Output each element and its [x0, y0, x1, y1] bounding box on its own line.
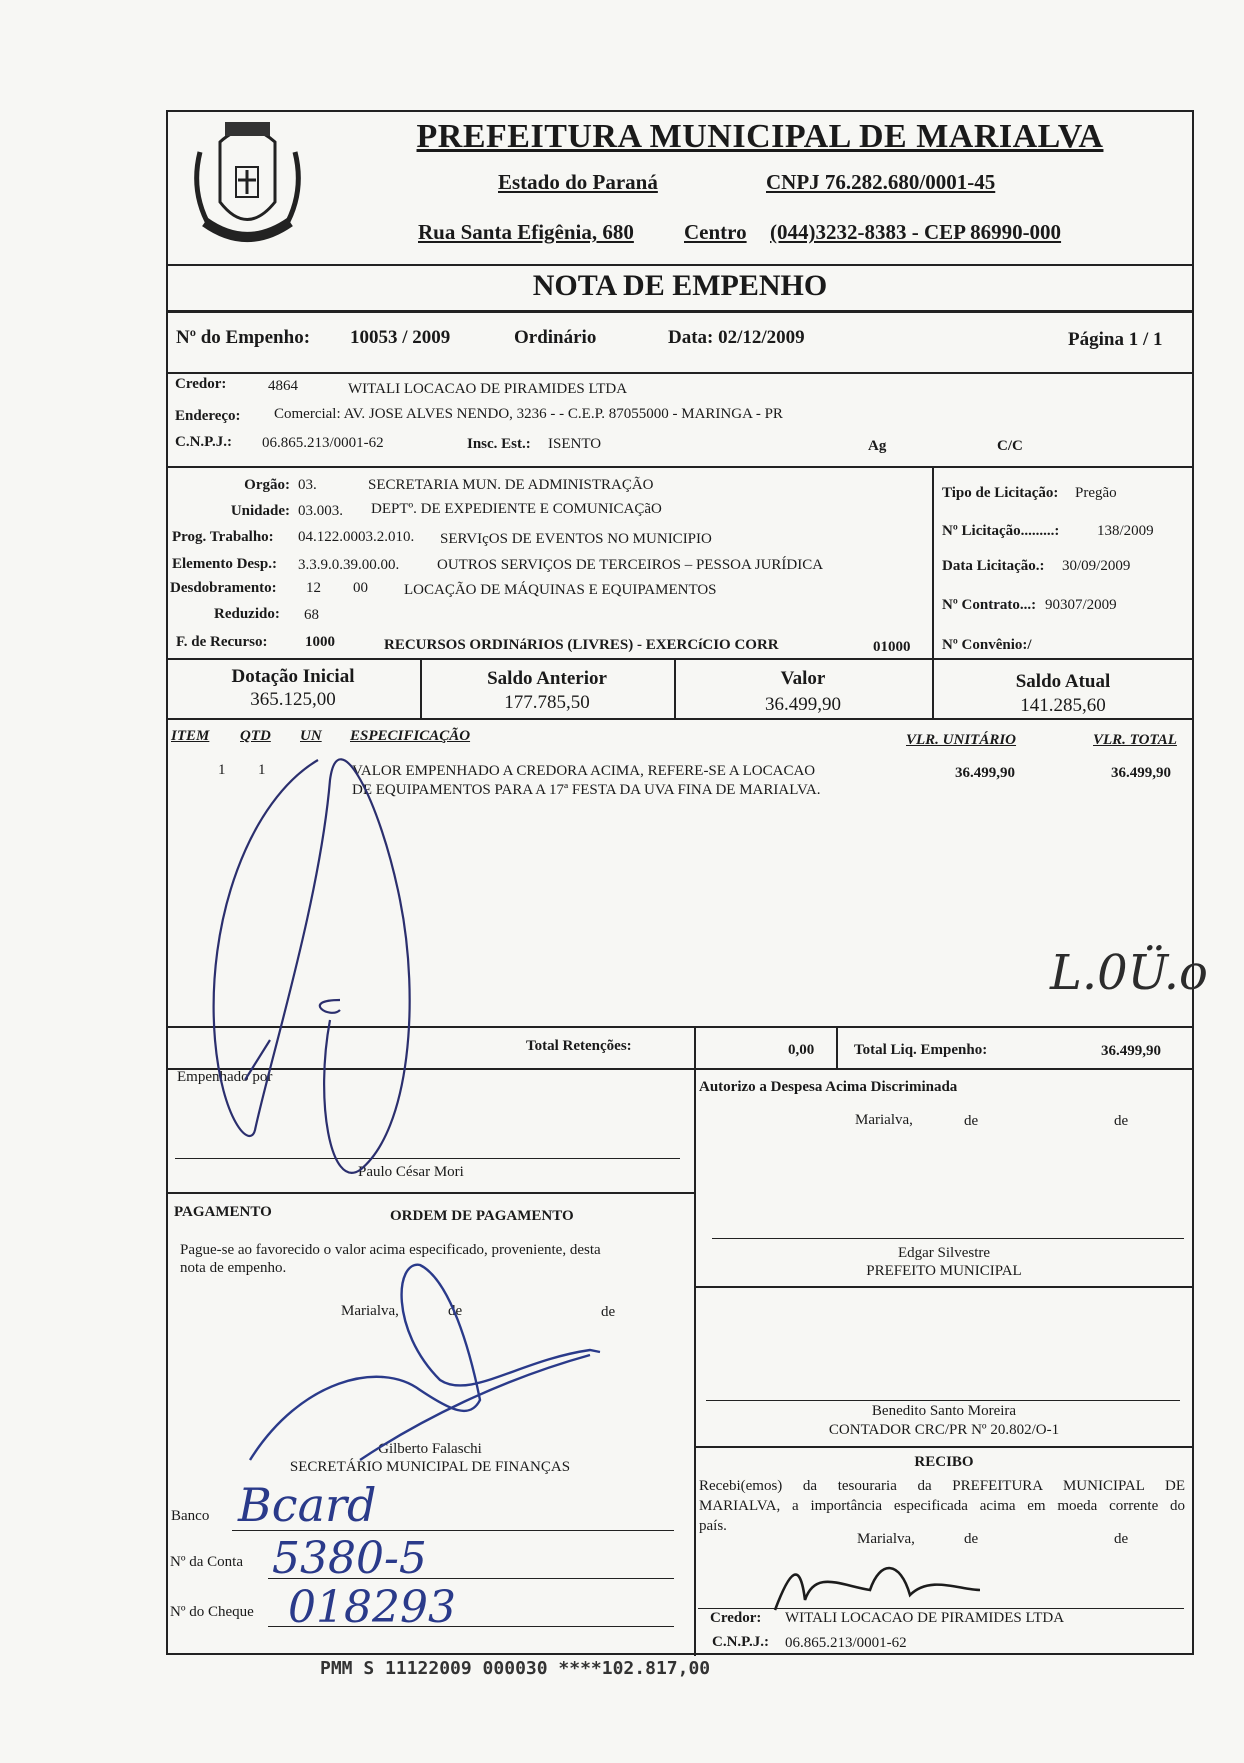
autorizo-label: Autorizo a Despesa Acima Discriminada	[699, 1079, 958, 1095]
atual-label: Saldo Atual	[1015, 671, 1111, 692]
recibo-de-1: de	[964, 1531, 979, 1547]
header-cnpj: CNPJ 76.282.680/0001-45	[766, 170, 996, 194]
item-desc-1: VALOR EMPENHADO A CREDORA ACIMA, REFERE-SE A LOCACAO	[352, 763, 816, 779]
atual-value: 141.285,60	[1020, 695, 1106, 716]
recibo-cnpj-label: C.N.P.J.:	[712, 1634, 769, 1650]
address-label: Endereço:	[175, 408, 241, 424]
cnpj-label: C.N.P.J.:	[175, 434, 232, 450]
recibo-text-3: país.	[699, 1518, 727, 1534]
data-licitacao: 30/09/2009	[1062, 558, 1131, 574]
orgao-code: 03.	[298, 477, 317, 493]
secretario-signature-stroke	[250, 1265, 600, 1460]
credor-cnpj: 06.865.213/0001-62	[262, 435, 384, 451]
cashier-stamp: PMM S 11122009 000030 ****102.817,00	[320, 1658, 711, 1679]
prog-code: 04.122.0003.2.010.	[298, 529, 415, 545]
header-state: Estado do Paraná	[498, 170, 658, 194]
conta-value: 5380-5	[272, 1533, 427, 1584]
secretario-name: Gilberto Falaschi	[378, 1441, 482, 1457]
credor-code: 4864	[268, 378, 298, 394]
item-number: 1	[218, 762, 226, 778]
data-licitacao-label: Data Licitação.:	[942, 558, 1045, 574]
unidade-code: 03.003.	[298, 503, 343, 519]
header-street: Rua Santa Efigênia, 680	[418, 220, 634, 244]
item-total-value: 36.499,90	[1111, 765, 1171, 781]
recibo-text-2: MARIALVA, a importância especificada acima em moeda corrente do	[699, 1498, 1185, 1514]
empenhado-signature-stroke	[214, 759, 410, 1172]
empenhado-signer: Paulo César Mori	[358, 1164, 464, 1180]
prefeito-role: PREFEITO MUNICIPAL	[866, 1263, 1022, 1279]
retencoes-label: Total Retenções:	[526, 1038, 632, 1054]
prog-label: Prog. Trabalho:	[172, 529, 274, 545]
credor-insc: ISENTO	[548, 436, 602, 452]
desd-label: Desdobramento:	[170, 580, 277, 596]
col-item: ITEM	[171, 728, 210, 744]
tipo-licitacao-label: Tipo de Licitação:	[942, 485, 1059, 501]
item-desc-2: DE EQUIPAMENTOS PARA A 17ª FESTA DA UVA FINA DE MARIALVA.	[352, 782, 821, 798]
header-title: PREFEITURA MUNICIPAL DE MARIALVA	[416, 118, 1104, 155]
convenio-label: Nº Convênio:/	[942, 637, 1032, 653]
orgao-label: Orgão:	[244, 477, 290, 493]
anterior-value: 177.785,50	[504, 692, 590, 713]
credor-address: Comercial: AV. JOSE ALVES NENDO, 3236 - - C.E.P. 87055000 - MARINGA - PR	[274, 406, 783, 422]
credor-label: Credor:	[175, 376, 227, 392]
cc-label: C/C	[997, 438, 1023, 454]
document-title: NOTA DE EMPENHO	[532, 269, 828, 302]
contrato: 90307/2009	[1045, 597, 1117, 613]
valor-label: Valor	[780, 668, 826, 689]
autorizo-place: Marialva,	[855, 1112, 913, 1128]
item-qtd: 1	[258, 762, 266, 778]
banco-value: Bcard	[238, 1478, 377, 1532]
recibo-place: Marialva,	[857, 1531, 915, 1547]
elem-code: 3.3.9.0.39.00.00.	[298, 557, 400, 573]
pagamento-de-1: de	[448, 1303, 463, 1319]
orgao-name: SECRETARIA MUN. DE ADMINISTRAÇÃO	[368, 477, 654, 493]
retencoes-value: 0,00	[788, 1042, 815, 1058]
handwritten-note: L.0Ü.o	[1050, 945, 1208, 1001]
secretario-role: SECRETÁRIO MUNICIPAL DE FINANÇAS	[289, 1459, 571, 1475]
pagamento-text-1: Pague-se ao favorecido o valor acima especificado, proveniente, desta	[180, 1242, 601, 1258]
num-licitacao-label: Nº Licitação.........:	[942, 523, 1060, 539]
contador-name: Benedito Santo Moreira	[871, 1403, 1017, 1419]
liquido-value: 36.499,90	[1101, 1043, 1161, 1059]
anterior-label: Saldo Anterior	[487, 668, 607, 689]
conta-label: Nº da Conta	[170, 1554, 243, 1570]
credor-name: WITALI LOCACAO DE PIRAMIDES LTDA	[348, 381, 628, 397]
dotacao-label: Dotação Inicial	[231, 666, 355, 687]
recurso-number: 01000	[873, 639, 911, 655]
cheque-label: Nº do Cheque	[170, 1604, 254, 1620]
ordem-pagamento-label: ORDEM DE PAGAMENTO	[390, 1208, 574, 1224]
recibo-credor: WITALI LOCACAO DE PIRAMIDES LTDA	[785, 1610, 1065, 1626]
col-un: UN	[300, 728, 322, 744]
desd-b: 00	[353, 580, 368, 596]
empenhado-label: Empenhado por	[177, 1069, 273, 1085]
pagamento-text-2: nota de empenho.	[180, 1260, 287, 1276]
liquido-label: Total Liq. Empenho:	[854, 1042, 988, 1058]
desd-a: 12	[306, 580, 321, 596]
empenho-number: 10053 / 2009	[350, 327, 451, 348]
recibo-label: RECIBO	[914, 1454, 974, 1470]
recurso-code: 1000	[305, 634, 335, 650]
pagamento-label: PAGAMENTO	[174, 1204, 272, 1220]
desd-name: LOCAÇÃO DE MÁQUINAS E EQUIPAMENTOS	[404, 582, 717, 598]
valor-value: 36.499,90	[765, 694, 841, 715]
item-unit-value: 36.499,90	[955, 765, 1015, 781]
prefeito-name: Edgar Silvestre	[897, 1245, 991, 1261]
elem-label: Elemento Desp.:	[172, 556, 277, 572]
recibo-text-1: Recebi(emos) da tesouraria da PREFEITURA MUNICIPAL DE	[699, 1478, 1185, 1494]
reduzido-label: Reduzido:	[214, 606, 280, 622]
recurso-label: F. de Recurso:	[176, 634, 268, 650]
empenho-date: Data: 02/12/2009	[668, 327, 805, 348]
col-qtd: QTD	[240, 728, 271, 744]
autorizo-de-1: de	[964, 1113, 979, 1129]
reduzido-value: 68	[304, 607, 319, 623]
elem-name: OUTROS SERVIÇOS DE TERCEIROS – PESSOA JURÍDICA	[437, 557, 824, 573]
empenho-page: Página 1 / 1	[1068, 329, 1163, 350]
col-unit: VLR. UNITÁRIO	[906, 732, 1017, 748]
unidade-label: Unidade:	[230, 503, 290, 519]
insc-label: Insc. Est.:	[467, 436, 531, 452]
unidade-name: DEPTº. DE EXPEDIENTE E COMUNICAÇãO	[371, 501, 662, 517]
cheque-value: 018293	[288, 1582, 456, 1633]
empenho-type: Ordinário	[514, 327, 597, 348]
dotacao-value: 365.125,00	[250, 689, 336, 710]
ag-label: Ag	[868, 438, 887, 454]
recibo-cnpj: 06.865.213/0001-62	[785, 1635, 907, 1651]
pagamento-de-2: de	[601, 1304, 616, 1320]
header-phone-cep: (044)3232-8383 - CEP 86990-000	[770, 220, 1062, 244]
tipo-licitacao: Pregão	[1075, 485, 1117, 501]
recibo-credor-label: Credor:	[710, 1610, 762, 1626]
header-centro: Centro	[684, 220, 747, 244]
prog-name: SERVIçOS DE EVENTOS NO MUNICIPIO	[440, 531, 712, 547]
pagamento-place: Marialva,	[341, 1303, 399, 1319]
col-espec: ESPECIFICAÇÃO	[350, 728, 471, 744]
col-total: VLR. TOTAL	[1093, 732, 1177, 748]
recurso-name: RECURSOS ORDINáRIOS (LIVRES) - EXERCíCIO CORR	[384, 637, 779, 653]
autorizo-de-2: de	[1114, 1113, 1129, 1129]
num-licitacao: 138/2009	[1097, 523, 1154, 539]
contador-role: CONTADOR CRC/PR Nº 20.802/O-1	[828, 1422, 1060, 1438]
recibo-de-2: de	[1114, 1531, 1129, 1547]
empenho-label: Nº do Empenho:	[176, 327, 311, 348]
banco-label: Banco	[171, 1508, 210, 1524]
contrato-label: Nº Contrato...:	[942, 597, 1037, 613]
credor-signature-stroke	[775, 1568, 980, 1610]
